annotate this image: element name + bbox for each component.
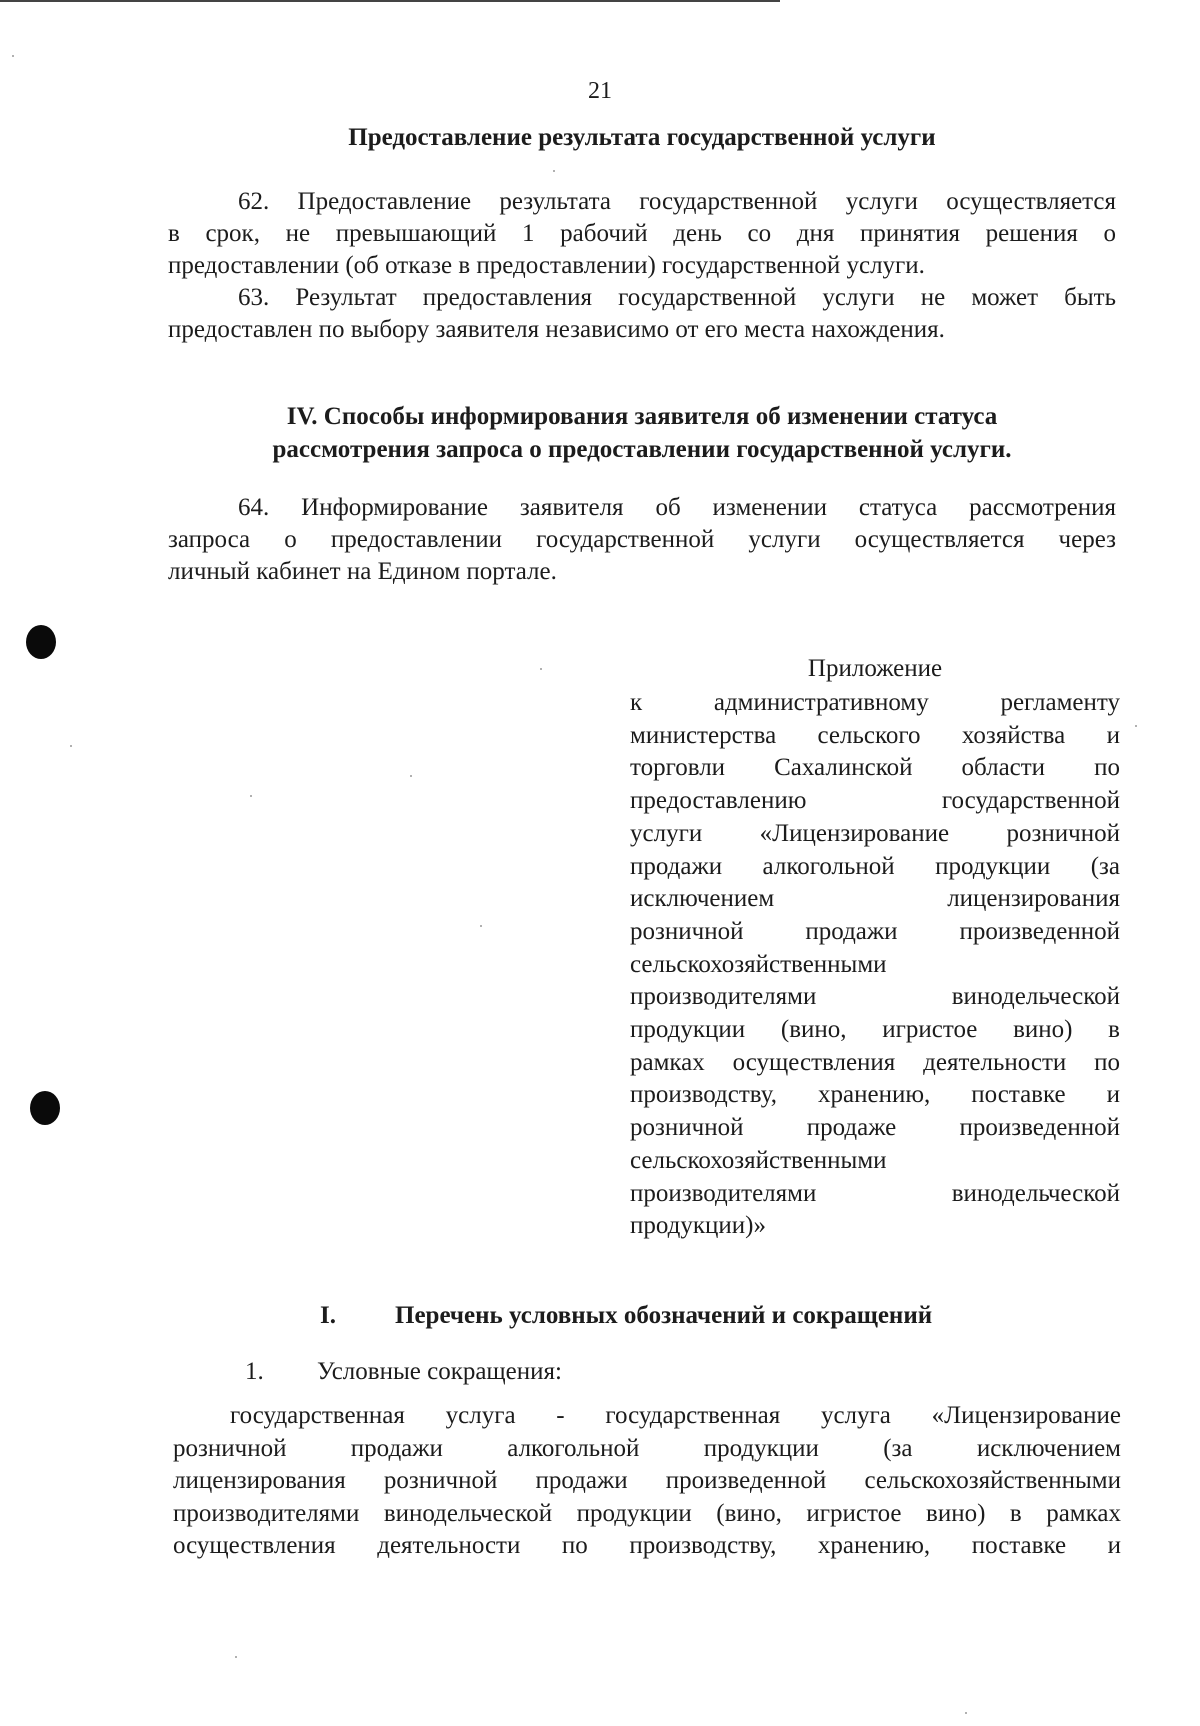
section-i-title: Перечень условных обозначений и сокращений [395,1302,933,1329]
scan-speck [965,1712,967,1714]
appendix-line: продукции (вино, игристое вино) в [630,1016,1120,1044]
paragraph-64-line: 64. Информирование заявителя об изменении статуса рассмотрения [238,494,1116,521]
scan-speck [553,170,555,172]
appendix-title: Приложение [807,655,943,682]
abbreviations-item [245,1358,562,1386]
appendix-line: предоставлению государственной [630,787,1120,815]
appendix-line: продажи алкогольной продукции (за [630,852,1120,880]
scan-speck [70,745,72,747]
definition-line: осуществления деятельности по производству, хранению, поставке и [173,1532,1121,1559]
definition-line: лицензирования розничной продажи произведенной сельскохозяйственными [173,1467,1121,1494]
appendix-line: к административному регламенту [630,689,1120,716]
appendix-line: министерства сельского хозяйства и [630,721,1120,749]
appendix-body [630,687,1120,1243]
definition-paragraph [173,1400,1121,1563]
scan-speck [410,775,412,777]
abbreviations-item-number: 1. [245,1358,264,1385]
abbreviations-item-text: Условные сокращения: [317,1358,562,1385]
scan-speck [1135,725,1137,727]
appendix-line: производству, хранению, поставке и [630,1081,1120,1109]
appendix-line: исключением лицензирования [630,885,1120,913]
paragraph-64-line: запроса о предоставлении государственной услуги осуществляется через [168,526,1116,553]
section-result-heading: Предоставление результата государственной услуги [348,124,936,151]
paragraph-64 [168,492,1116,588]
paragraph-63 [168,282,1116,346]
definition-line: государственная услуга - государственная услуга «Лицензирование [230,1402,1121,1429]
appendix-line: розничной продажи произведенной [630,917,1120,945]
paragraph-63-line: 63. Результат предоставления государственной услуги не может быть [238,284,1116,311]
section-iv-heading-line: IV. Способы информирования заявителя об изменении статуса [286,403,998,430]
hole-punch-bottom [30,1091,60,1125]
scan-speck [480,925,482,927]
paragraph-62-line: 62. Предоставление результата государственной услуги осуществляется [238,188,1116,215]
appendix-line: сельскохозяйственными [630,950,887,978]
appendix-line: розничной продаже произведенной [630,1114,1120,1142]
definition-line: розничной продажи алкогольной продукции (за исключением [173,1434,1121,1462]
page-number: 21 [588,78,612,104]
appendix-line: рамках осуществления деятельности по [630,1048,1120,1076]
section-iv-heading-line: рассмотрения запроса о предоставлении государственной услуги. [272,436,1012,463]
hole-punch-top [26,625,56,659]
appendix-line: производителями винодельческой [630,983,1120,1011]
definition-line: производителями винодельческой продукции (вино, игристое вино) в рамках [173,1499,1121,1527]
paragraph-63-line: предоставлен по выбору заявителя независимо от его места нахождения. [168,316,945,343]
section-i-heading [320,1302,1120,1330]
paragraph-62 [168,186,1116,282]
appendix-line: сельскохозяйственными [630,1146,887,1174]
top-scan-edge [0,0,780,2]
appendix-line: торговли Сахалинской области по [630,754,1120,782]
paragraph-62-line: в срок, не превышающий 1 рабочий день со дня принятия решения о [168,220,1116,247]
scan-speck [250,795,252,797]
section-iv-heading [168,400,1116,466]
section-i-number: I. [320,1302,336,1329]
paragraph-62-line: предоставлении (об отказе в предоставлении) государственной услуги. [168,252,925,279]
scan-speck [235,1656,237,1658]
appendix-line: производителями винодельческой [630,1179,1120,1207]
scan-speck [540,668,542,670]
appendix-line: услуги «Лицензирование розничной [630,819,1120,847]
appendix-line: продукции)» [630,1212,766,1240]
paragraph-64-line: личный кабинет на Едином портале. [168,558,557,585]
scan-speck [12,55,14,57]
